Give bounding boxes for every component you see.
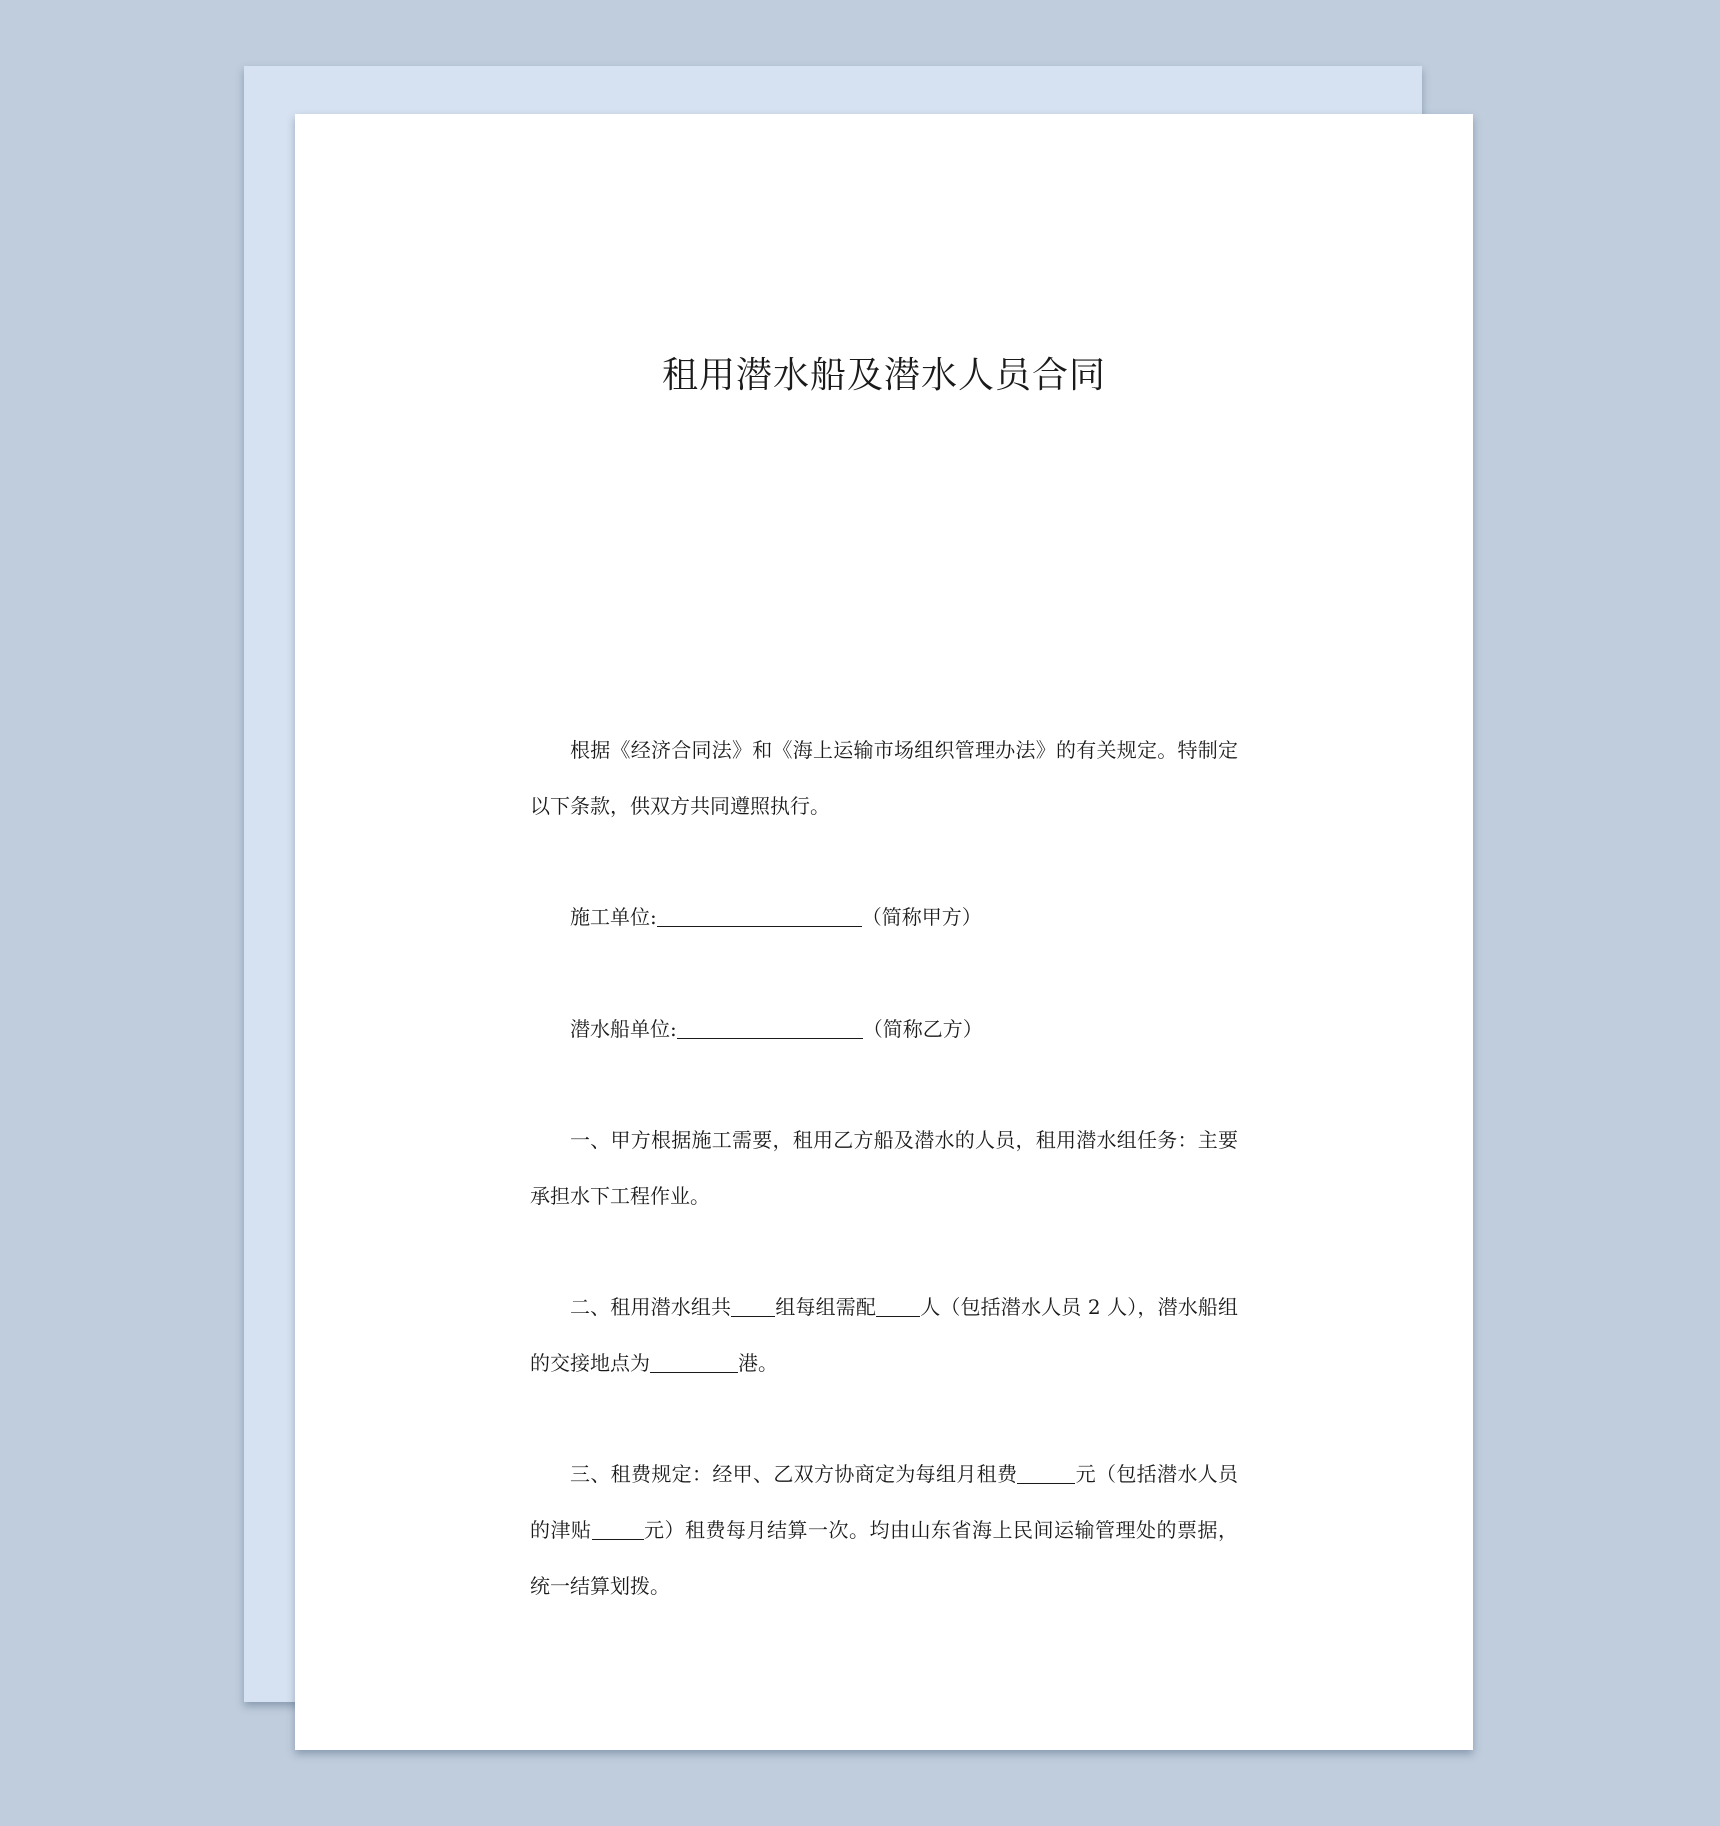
clause-1: 一、甲方根据施工需要，租用乙方船及潜水的人员，租用潜水组任务：主要承担水下工程作业。 [530,1128,1238,1208]
party-b-suffix: （简称乙方） [862,1017,983,1041]
document-page [295,114,1473,1750]
clause-2-text-3: 人（包括潜水人员 2 人），潜水船组的交接地点为 [530,1295,1239,1375]
clause-3-text-3: 元）租费每月结算一次。均由山东省海上民间运输管理处的票据，统一结算划拨。 [530,1518,1238,1598]
party-a-blank [657,906,862,927]
document-title: 租用潜水船及潜水人员合同 [661,355,1106,396]
group-count-blank [731,1296,775,1317]
party-a-suffix: （简称甲方） [861,905,982,929]
intro-paragraph: 根据《经济合同法》和《海上运输市场组织管理办法》的有关规定。特制定以下条款，供双方共同遵照执行。 [530,738,1238,818]
party-b-line [530,1001,1238,1057]
monthly-fee-blank [1017,1463,1075,1484]
allowance-blank [592,1519,644,1540]
clause-3-text-2: 元（包括潜水人员的津贴 [530,1462,1239,1542]
clause-2-text-2: 组每组需配 [775,1295,877,1319]
clause-2 [530,1279,1238,1391]
clause-3 [530,1446,1238,1614]
party-b-label: 潜水船单位: [570,1017,677,1041]
persons-per-group-blank [876,1296,920,1317]
handover-port-blank [650,1352,738,1373]
clause-3-text-1: 三、租费规定：经甲、乙双方协商定为每组月租费 [570,1462,1018,1486]
clause-2-text-1: 二、租用潜水组共 [570,1295,732,1319]
party-a-label: 施工单位: [570,905,657,929]
party-b-blank [677,1018,863,1039]
party-a-line [530,889,1238,945]
clause-2-text-4: 港。 [738,1351,778,1375]
